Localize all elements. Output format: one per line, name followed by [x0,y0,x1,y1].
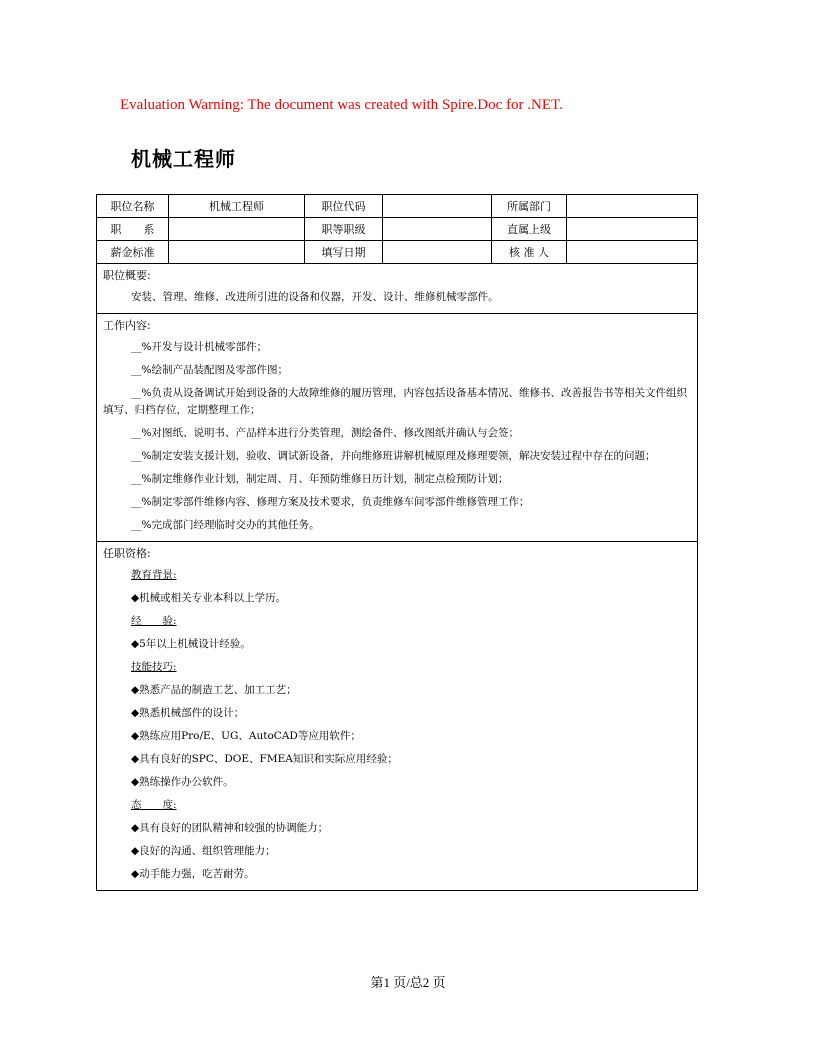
list-item: __%负责从设备调试开始到设备的大故障维修的履历管理，内容包括设备基本情况、维修书、改善报告书等相关文件组织填写、归档存位，定期整理工作； [103,387,687,416]
table-row [97,542,698,891]
salary-value [169,241,305,264]
list-item: ◆熟练应用Pro/E、UG、AutoCAD等应用软件； [131,730,361,742]
supervisor-value [567,218,698,241]
job-description-table [96,194,698,891]
grade-label: 职等职级 [305,218,383,241]
list-item: __%对图纸、说明书、产品样本进行分类管理，测绘备件、修改图纸并确认与会签； [131,427,519,439]
table-row [97,241,698,264]
list-item: ◆动手能力强，吃苦耐劳。 [131,868,255,880]
list-item: __%开发与设计机械零部件； [131,341,267,353]
qualifications-label: 任职资格: [103,547,151,560]
list-item: ◆具有良好的SPC、DOE、FMEA知识和实际应用经验； [131,753,398,765]
supervisor-label: 直属上级 [492,218,567,241]
experience-heading: 经 验: [131,615,177,627]
list-item: ◆熟悉产品的制造工艺、加工工艺； [131,684,297,696]
job-family-label: 职 系 [97,218,169,241]
duties-label: 工作内容: [103,319,151,332]
overview-text: 安装、管理、维修、改进所引进的设备和仪器，开发、设计、维修机械零部件。 [131,291,499,303]
approver-value [567,241,698,264]
evaluation-warning: Evaluation Warning: The document was created with Spire.Doc for .NET. [120,97,563,113]
list-item: __%完成部门经理临时交办的其他任务。 [131,519,320,531]
list-item: ◆机械或相关专业本科以上学历。 [131,592,287,604]
position-name-value: 机械工程师 [169,195,305,218]
list-item: ◆5年以上机械设计经验。 [131,638,251,650]
department-label: 所属部门 [492,195,567,218]
list-item: ◆熟练操作办公软件。 [131,776,234,788]
attitude-heading: 态 度: [131,799,177,811]
page-number: 第1 页/总2 页 [370,975,446,990]
list-item: ◆良好的沟通、组织管理能力； [131,845,276,857]
approver-label: 核 准 人 [492,241,567,264]
list-item: __%制定安装支援计划，验收、调试新设备，并向维修班讲解机械原理及修理要领，解决安装过程中存在的问题； [131,450,656,462]
list-item: __%制定维修作业计划，制定周、月、年预防维修日历计划，制定点检预防计划； [131,473,509,485]
list-item: ◆具有良好的团队精神和较强的协调能力； [131,822,329,834]
position-code-label: 职位代码 [305,195,383,218]
duties-section [97,314,698,542]
education-heading: 教育背景: [131,569,177,581]
fill-date-value [383,241,492,264]
list-item: __%绘制产品装配图及零部件图； [131,364,288,376]
table-row [97,314,698,542]
document-title: 机械工程师 [131,147,236,171]
overview-label: 职位概要: [103,269,151,282]
department-value [567,195,698,218]
overview-section [97,264,698,314]
table-row [97,195,698,218]
skills-heading: 技能技巧: [131,661,177,673]
job-family-value [169,218,305,241]
list-item: ◆熟悉机械部件的设计； [131,707,245,719]
grade-value [383,218,492,241]
qualifications-section [97,542,698,891]
list-item: __%制定零部件维修内容、修理方案及技术要求，负责维修车间零部件维修管理工作； [131,496,530,508]
table-row [97,218,698,241]
position-code-value [383,195,492,218]
fill-date-label: 填写日期 [305,241,383,264]
table-row [97,264,698,314]
salary-label: 薪金标准 [97,241,169,264]
position-name-label: 职位名称 [97,195,169,218]
